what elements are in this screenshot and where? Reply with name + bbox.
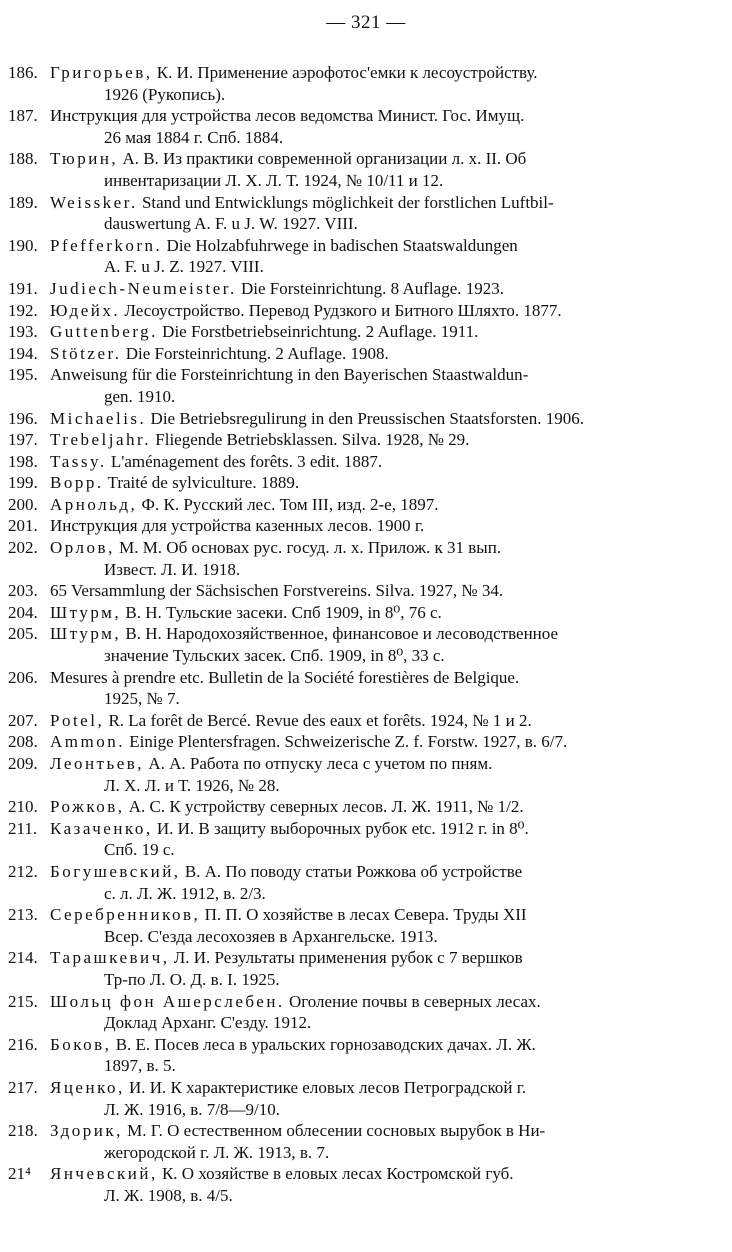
entry-line: А. С. К устройству северных лесов. Л. Ж. 1911, № 1/2. xyxy=(124,797,524,817)
entry-continuation: 1897, в. 5. xyxy=(104,1056,176,1076)
entry-text xyxy=(50,623,720,666)
entry-author: Арнольд, xyxy=(50,494,138,514)
entry-text xyxy=(50,235,720,278)
entry-author: Judiech-Neumeister. xyxy=(50,278,237,298)
entry-author: Pfefferkorn. xyxy=(50,235,163,255)
entry-number: 192. xyxy=(8,300,38,320)
bibliography-entry xyxy=(8,710,720,732)
bibliography-entry xyxy=(8,515,720,537)
entry-author: Michaelis. xyxy=(50,408,147,428)
entry-continuation: инвентаризации Л. Х. Л. Т. 1924, № 10/11 и 12. xyxy=(104,170,444,190)
entry-number: 206. xyxy=(8,667,38,687)
entry-text xyxy=(50,408,720,430)
entry-number: 186. xyxy=(8,63,38,82)
bibliography-entry xyxy=(8,300,720,322)
bibliography-entry xyxy=(8,904,720,947)
entry-line: Оголение почвы в северных лесах. xyxy=(284,991,541,1011)
entry-author: Янчевский, xyxy=(50,1164,158,1184)
entry-number: 205. xyxy=(8,624,38,644)
entry-continuation: dauswertung A. F. u J. W. 1927. VIII. xyxy=(104,214,358,234)
entry-number: 200. xyxy=(8,494,38,514)
bibliography-entry xyxy=(8,235,720,278)
entry-text xyxy=(50,451,720,473)
entry-line: Инструкция для устройства лесов ведомства Минист. Гос. Имущ. xyxy=(50,106,525,126)
entry-line: Лесоустройство. Перевод Рудзкого и Битного Шляхто. 1877. xyxy=(120,300,562,320)
entry-text xyxy=(50,1163,720,1206)
entry-author: Здорик, xyxy=(50,1121,123,1141)
entry-line: И. И. В защиту выборочных рубок etc. 1912 г. in 8⁰. xyxy=(152,818,529,838)
entry-continuation: gen. 1910. xyxy=(104,386,176,406)
entry-number: 214. xyxy=(8,948,38,968)
bibliography-entry xyxy=(8,451,720,473)
entry-text xyxy=(50,321,720,343)
entry-author: Stötzer. xyxy=(50,343,122,363)
entry-text xyxy=(50,1034,720,1077)
entry-text xyxy=(50,148,720,191)
entry-author: Григорьев, xyxy=(50,63,153,82)
entry-line: Stand und Entwicklungs möglichkeit der forstlichen Luftbil- xyxy=(137,192,554,212)
entry-number: 187. xyxy=(8,106,38,126)
bibliography-entry xyxy=(8,731,720,753)
entry-number: 202. xyxy=(8,538,38,558)
entry-line: А. А. Работа по отпуску леса с учетом по пням. xyxy=(144,754,493,773)
bibliography-entry xyxy=(8,580,720,602)
entry-line: К. О хозяйстве в еловых лесах Костромской губ. xyxy=(157,1164,514,1184)
entry-number: 195. xyxy=(8,365,38,385)
entry-text xyxy=(50,429,720,451)
entry-line: В. Е. Посев леса в уральских горнозаводских дачах. Л. Ж. xyxy=(111,1034,536,1054)
entry-continuation: 1925, № 7. xyxy=(104,689,180,709)
entry-number: 198. xyxy=(8,451,38,471)
entry-line: Mesures à prendre etc. Bulletin de la Société forestières de Belgique. xyxy=(50,667,520,687)
entry-author: Guttenberg. xyxy=(50,322,158,342)
entry-line: 65 Versammlung der Sächsischen Forstvereins. Silva. 1927, № 34. xyxy=(50,581,504,601)
entry-number: 196. xyxy=(8,408,38,428)
entry-continuation: Всер. С'езда лесохозяев в Архангельске. 1913. xyxy=(104,926,438,946)
entry-number: 194. xyxy=(8,343,38,363)
entry-continuation: жегородской г. Л. Ж. 1913, в. 7. xyxy=(104,1142,330,1162)
bibliography-entry xyxy=(8,364,720,407)
entry-text xyxy=(50,1077,720,1120)
entry-text xyxy=(50,991,720,1034)
entry-continuation: Тр-по Л. О. Д. в. I. 1925. xyxy=(104,969,280,989)
entry-line: L'aménagement des forêts. 3 edit. 1887. xyxy=(106,451,383,471)
entry-text xyxy=(50,818,720,861)
entry-line: Die Holzabfuhrwege in badischen Staatswaldungen xyxy=(162,235,518,255)
entry-text xyxy=(50,105,720,148)
entry-author: Штурм, xyxy=(50,624,122,644)
entry-number: 190. xyxy=(8,235,38,255)
bibliography-entry xyxy=(8,818,720,861)
entry-text xyxy=(50,796,720,818)
entry-number: 201. xyxy=(8,516,38,536)
entry-number: 199. xyxy=(8,473,38,493)
entry-text xyxy=(50,62,720,105)
bibliography-entry xyxy=(8,148,720,191)
entry-continuation: с. л. Л. Ж. 1912, в. 2/3. xyxy=(104,883,266,903)
entry-number: 193. xyxy=(8,322,38,342)
entry-text xyxy=(50,364,720,407)
entry-text xyxy=(50,343,720,365)
entry-number: 207. xyxy=(8,710,38,730)
entry-number: 212. xyxy=(8,861,38,881)
entry-text xyxy=(50,667,720,710)
entry-author: Штурм, xyxy=(50,602,122,622)
bibliography-entry xyxy=(8,343,720,365)
entry-line: Die Betriebsregulirung in den Preussischen Staatsforsten. 1906. xyxy=(146,408,584,428)
entry-number: 208. xyxy=(8,732,38,752)
entry-author: Potel, xyxy=(50,710,105,730)
entry-author: Боков, xyxy=(50,1034,112,1054)
entry-text xyxy=(50,300,720,322)
entry-author: Яценко, xyxy=(50,1077,125,1097)
entry-author: Рожков, xyxy=(50,797,125,817)
entry-line: М. М. Об основах рус. госуд. л. х. Прилож. к 31 вып. xyxy=(114,538,502,558)
entry-author: Ammon. xyxy=(50,732,125,752)
bibliography-list xyxy=(8,62,720,1206)
entry-line: Einige Plentersfragen. Schweizerische Z. f. Forstw. 1927, в. 6/7. xyxy=(124,732,568,752)
entry-continuation: Л. Ж. 1908, в. 4/5. xyxy=(104,1185,233,1205)
entry-number: 21⁴ xyxy=(8,1164,31,1184)
entry-continuation: Спб. 19 с. xyxy=(104,840,175,860)
bibliography-entry xyxy=(8,192,720,235)
entry-continuation: Извест. Л. И. 1918. xyxy=(104,559,241,579)
entry-text xyxy=(50,904,720,947)
entry-number: 215. xyxy=(8,991,38,1011)
entry-line: М. Г. О естественном облесении сосновых вырубок в Ни- xyxy=(122,1121,546,1141)
entry-text xyxy=(50,602,720,624)
entry-line: Die Forsteinrichtung. 8 Auflage. 1923. xyxy=(236,278,505,298)
bibliography-entry xyxy=(8,321,720,343)
entry-author: Тарашкевич, xyxy=(50,948,170,968)
entry-text xyxy=(50,731,720,753)
bibliography-entry xyxy=(8,991,720,1034)
entry-author: Леонтьев, xyxy=(50,754,145,773)
entry-number: 197. xyxy=(8,430,38,450)
entry-line: Fliegende Betriebsklassen. Silva. 1928, № 29. xyxy=(151,430,470,450)
bibliography-entry xyxy=(8,796,720,818)
entry-text xyxy=(50,580,720,602)
bibliography-entry xyxy=(8,537,720,580)
entry-line: Л. И. Результаты применения рубок с 7 вершков xyxy=(169,948,523,968)
entry-text xyxy=(50,861,720,904)
entry-continuation: A. F. u J. Z. 1927. VIII. xyxy=(104,257,264,277)
bibliography-entry xyxy=(8,472,720,494)
entry-text xyxy=(50,753,720,796)
entry-line: А. В. Из практики современной организации л. х. II. Об xyxy=(118,149,527,169)
entry-number: 216. xyxy=(8,1034,38,1054)
bibliography-entry xyxy=(8,278,720,300)
entry-author: Шольц фон Ашерслебен. xyxy=(50,991,285,1011)
entry-continuation: 1926 (Рукопись). xyxy=(104,84,226,104)
entry-text xyxy=(50,1120,720,1163)
entry-author: Weissker. xyxy=(50,192,138,212)
entry-line: П. П. О хозяйстве в лесах Севера. Труды XII xyxy=(200,905,527,925)
page-number: — 321 — xyxy=(326,12,406,33)
entry-author: Казаченко, xyxy=(50,818,153,838)
entry-author: Орлов, xyxy=(50,538,115,558)
entry-author: Trebeljahr. xyxy=(50,430,152,450)
bibliography-entry xyxy=(8,1163,720,1206)
bibliography-entry xyxy=(8,429,720,451)
entry-number: 204. xyxy=(8,602,38,622)
entry-continuation: 26 мая 1884 г. Спб. 1884. xyxy=(104,127,284,147)
entry-number: 218. xyxy=(8,1121,38,1141)
entry-continuation: значение Тульских засек. Спб. 1909, in 8⁰, 33 с. xyxy=(104,646,445,666)
entry-continuation: Л. Ж. 1916, в. 7/8—9/10. xyxy=(104,1099,280,1119)
bibliography-entry xyxy=(8,1034,720,1077)
entry-text xyxy=(50,537,720,580)
entry-text xyxy=(50,710,720,732)
entry-line: И. И. К характеристике еловых лесов Петроградской г. xyxy=(124,1077,527,1097)
entry-line: В. А. По поводу статьи Рожкова об устройстве xyxy=(180,861,523,881)
bibliography-entry xyxy=(8,62,720,105)
entry-author: Bopp. xyxy=(50,473,104,493)
bibliography-entry xyxy=(8,667,720,710)
entry-number: 217. xyxy=(8,1077,38,1097)
entry-line: В. Н. Тульские засеки. Спб 1909, in 8⁰, 76 с. xyxy=(121,602,442,622)
entry-text xyxy=(50,947,720,990)
entry-author: Юдейх. xyxy=(50,300,121,320)
entry-author: Tassy. xyxy=(50,451,107,471)
entry-text xyxy=(50,192,720,235)
entry-text xyxy=(50,494,720,516)
entry-line: Инструкция для устройства казенных лесов. 1900 г. xyxy=(50,516,425,536)
entry-author: Тюрин, xyxy=(50,149,119,169)
bibliography-entry xyxy=(8,105,720,148)
entry-line: Anweisung für die Forsteinrichtung in den Bayerischen Staastwaldun- xyxy=(50,365,529,385)
entry-line: В. Н. Народохозяйственное, финансовое и лесоводственное xyxy=(121,624,559,644)
entry-continuation: Л. Х. Л. и Т. 1926, № 28. xyxy=(104,775,280,795)
entry-number: 189. xyxy=(8,192,38,212)
entry-number: 191. xyxy=(8,278,38,298)
bibliography-entry xyxy=(8,1077,720,1120)
bibliography-entry xyxy=(8,947,720,990)
entry-text xyxy=(50,278,720,300)
entry-number: 188. xyxy=(8,149,38,169)
bibliography-entry xyxy=(8,623,720,666)
entry-number: 211. xyxy=(8,818,38,838)
bibliography-entry xyxy=(8,1120,720,1163)
bibliography-entry xyxy=(8,408,720,430)
entry-number: 203. xyxy=(8,581,38,601)
entry-author: Серебренников, xyxy=(50,905,201,925)
entry-number: 209. xyxy=(8,754,38,773)
bibliography-entry xyxy=(8,494,720,516)
entry-line: R. La forêt de Bercé. Revue des eaux et forêts. 1924, № 1 и 2. xyxy=(104,710,532,730)
bibliography-entry xyxy=(8,602,720,624)
entry-line: Die Forsteinrichtung. 2 Auflage. 1908. xyxy=(121,343,389,363)
bibliography-entry xyxy=(8,753,720,796)
entry-text xyxy=(50,472,720,494)
bibliography-entry xyxy=(8,861,720,904)
entry-number: 213. xyxy=(8,905,38,925)
entry-line: Traité de sylviculture. 1889. xyxy=(103,473,300,493)
entry-line: Die Forstbetriebseinrichtung. 2 Auflage. 1911. xyxy=(157,322,479,342)
entry-line: К. И. Применение аэрофотос'емки к лесоустройству. xyxy=(152,63,538,82)
entry-line: Ф. К. Русский лес. Том III, изд. 2-е, 1897. xyxy=(137,494,439,514)
entry-author: Богушевский, xyxy=(50,861,181,881)
entry-text xyxy=(50,515,720,537)
entry-continuation: Доклад Арханг. С'езду. 1912. xyxy=(104,1013,312,1033)
entry-number: 210. xyxy=(8,797,38,817)
